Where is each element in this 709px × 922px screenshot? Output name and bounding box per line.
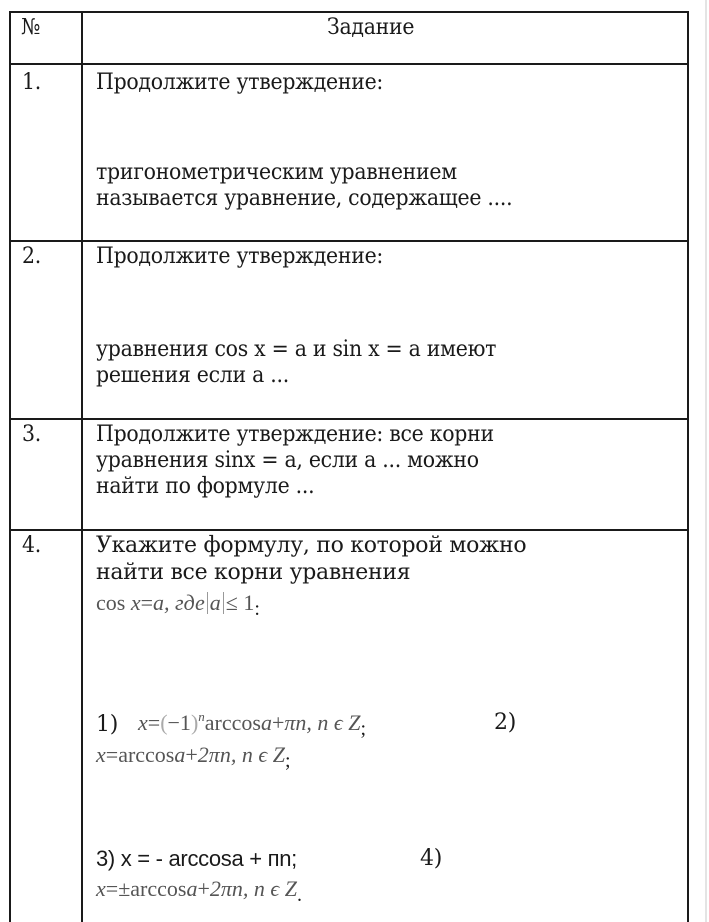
row-number: 2.	[22, 244, 41, 269]
math-paren: (	[160, 710, 168, 735]
row-number: 1.	[22, 70, 41, 95]
condition-formula	[96, 590, 260, 622]
punctuation: ;	[360, 718, 367, 740]
table-border-left	[9, 11, 11, 922]
task-text: уравнения cos x = a и sin x = a имеют	[96, 337, 497, 362]
math-exponent: n	[198, 709, 205, 724]
math-op: ≤ 1	[225, 590, 255, 615]
math-var: x	[96, 742, 106, 767]
math-op: =	[147, 710, 161, 735]
option-4: 4)	[420, 846, 442, 871]
task-text: тригонометрическим уравнением	[96, 160, 457, 185]
task-text: называется уравнение, содержащее ....	[96, 186, 513, 211]
option-3: 3) x = - arccosa + пn;	[96, 846, 297, 871]
task-text: Укажите формулу, по которой можно	[96, 533, 527, 558]
punctuation: .	[297, 884, 303, 906]
option-2: 2)	[494, 710, 516, 735]
math-op: ±	[118, 876, 131, 901]
task-text: найти по формуле ...	[96, 474, 315, 499]
row-divider-1	[9, 240, 689, 242]
row-number: 3.	[22, 422, 41, 447]
header-task: Задание	[327, 15, 415, 40]
punctuation: ;	[284, 750, 291, 772]
math-op: +	[197, 876, 210, 901]
option-1-formula	[138, 704, 366, 742]
table-border-top	[9, 11, 689, 13]
math-var: a	[153, 590, 165, 615]
row-number: 4.	[22, 533, 41, 558]
task-text: Продолжите утверждение:	[96, 244, 384, 269]
row-divider-3	[9, 529, 689, 531]
math-fn: arccos	[130, 876, 187, 901]
task-text: Продолжите утверждение: все корни	[96, 422, 494, 447]
math-var: 2πn	[209, 876, 243, 901]
math-fn: cos	[96, 590, 126, 615]
header-number: №	[21, 15, 41, 40]
math-var: x	[138, 710, 148, 735]
math-text: , где	[164, 590, 205, 615]
math-var: πn	[284, 710, 307, 735]
math-op: =	[105, 742, 119, 767]
math-op: =	[140, 590, 154, 615]
task-text: найти все корни уравнения	[96, 560, 411, 585]
abs-bar	[207, 592, 208, 614]
task-text: Продолжите утверждение:	[96, 70, 384, 95]
option-2-formula	[96, 742, 291, 774]
math-var: , n ϵ Z	[230, 742, 285, 767]
math-var: a	[260, 710, 272, 735]
abs-bar	[223, 592, 224, 614]
option-1: 1)	[96, 712, 118, 737]
math-fn: arccos	[204, 710, 261, 735]
math-var: a	[174, 742, 186, 767]
math-op: +	[185, 742, 198, 767]
row-divider-header	[9, 63, 689, 65]
math-var: a	[209, 590, 221, 615]
page-edge	[705, 0, 707, 922]
math-num: −1	[167, 710, 191, 735]
math-op: =	[105, 876, 119, 901]
column-divider	[81, 11, 83, 922]
math-var: , n ϵ Z	[242, 876, 298, 901]
row-divider-2	[9, 418, 689, 420]
task-text: уравнения sinx = a, если a ... можно	[96, 448, 479, 473]
math-var: x	[96, 876, 106, 901]
math-var: , n ϵ Z	[306, 710, 361, 735]
math-var: a	[186, 876, 198, 901]
math-paren: )	[190, 710, 199, 735]
task-text: решения если a ...	[96, 363, 289, 388]
option-4-formula	[96, 876, 302, 908]
math-op: +	[271, 710, 285, 735]
math-var: x	[130, 590, 141, 615]
math-var: 2πn	[197, 742, 231, 767]
punctuation: :	[254, 598, 260, 620]
math-fn: arccos	[118, 742, 175, 767]
table-border-right	[687, 11, 689, 922]
